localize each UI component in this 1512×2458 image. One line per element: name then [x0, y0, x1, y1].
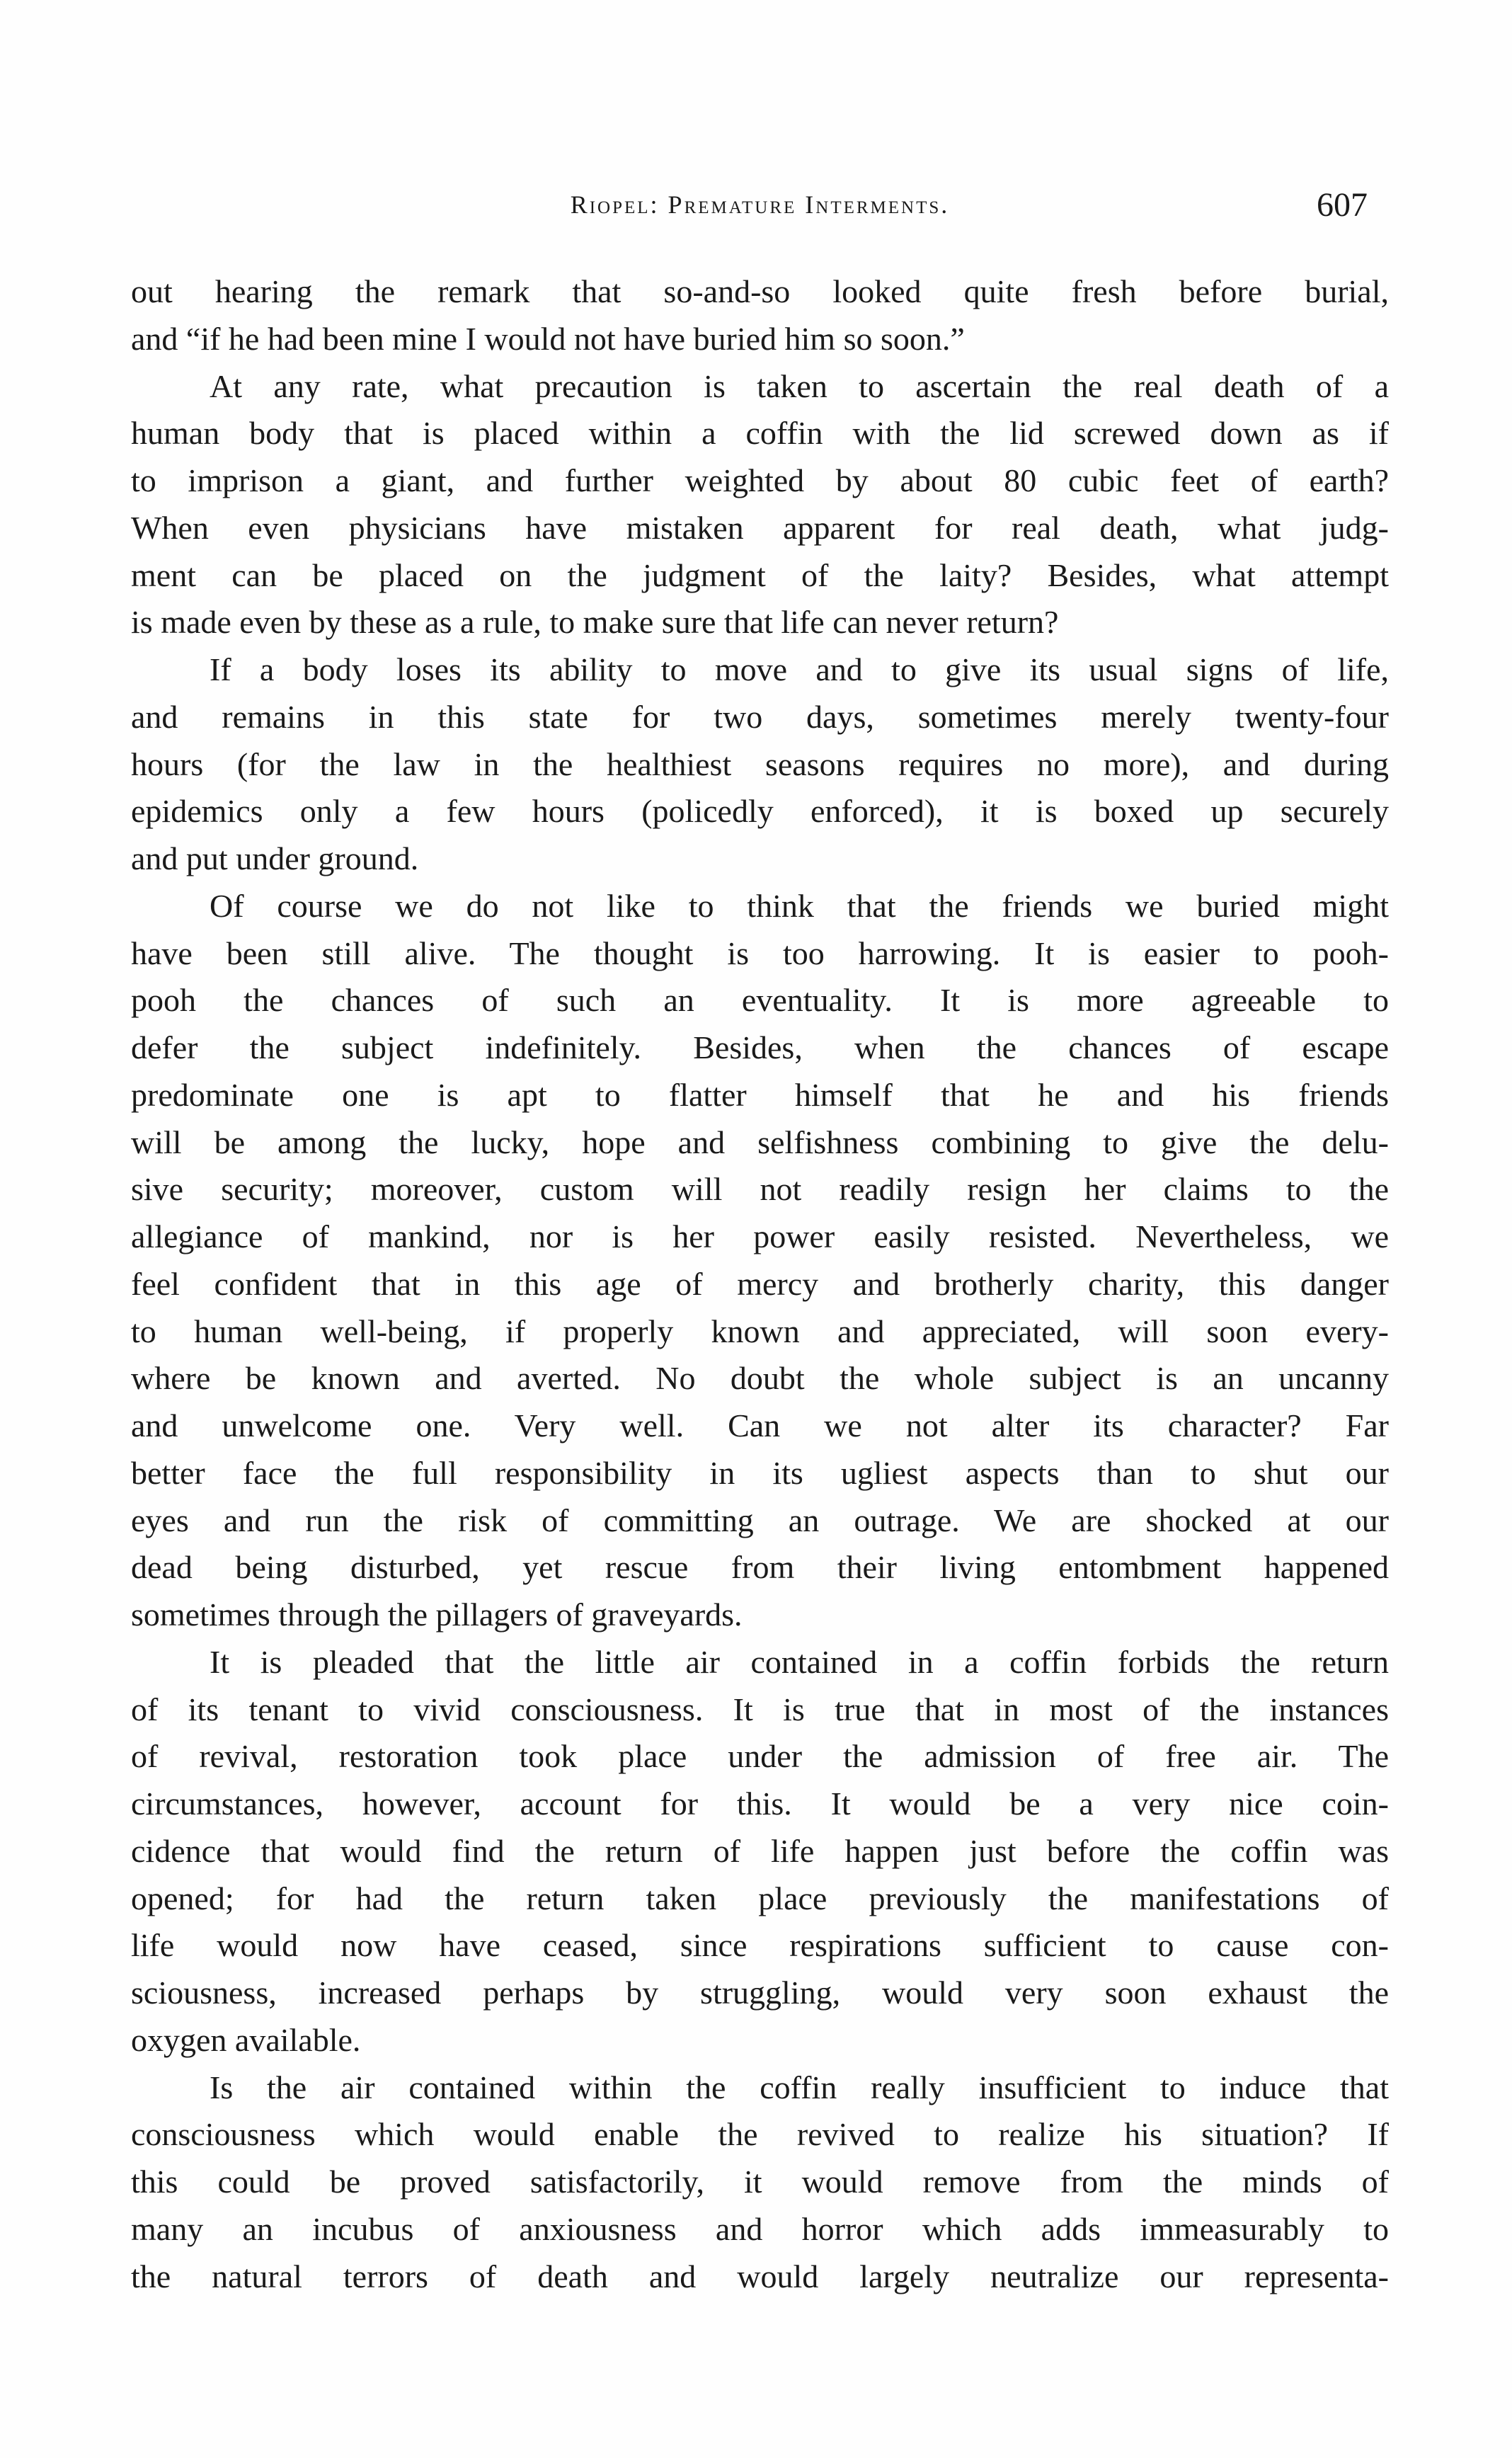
text-line: Of course we do not like to think that the friends we buried might	[210, 887, 1389, 924]
paragraph	[131, 646, 1389, 883]
text-line: and “if he had been mine I would not have buried him so soon.”	[131, 320, 965, 357]
paragraph	[131, 1639, 1389, 2064]
text-line: to imprison a giant, and further weighted by about 80 cubic feet of earth?	[131, 462, 1389, 498]
text-line: human body that is placed within a coffin with the lid screwed down as if	[131, 415, 1389, 452]
text-line: to human well-being, if properly known and appreciated, will soon every-	[131, 1313, 1389, 1349]
running-title: Riopel: Premature Interments.	[570, 190, 950, 219]
text-line: and unwelcome one. Very well. Can we not alter its character? Far	[131, 1407, 1389, 1444]
text-line: sciousness, increased perhaps by struggling, would very soon exhaust the	[131, 1974, 1389, 2011]
text-line: this could be proved satisfactorily, it would remove from the minds of	[131, 2163, 1389, 2200]
text-line: of revival, restoration took place under the admission of free air. The	[131, 1738, 1389, 1775]
text-line: cidence that would find the return of life happen just before the coffin was	[131, 1832, 1389, 1869]
paragraph	[131, 363, 1389, 647]
text-line: life would now have ceased, since respirations sufficient to cause con-	[131, 1927, 1389, 1964]
text-line: will be among the lucky, hope and selfishness combining to give the delu-	[131, 1124, 1389, 1160]
text-line: allegiance of mankind, nor is her power easily resisted. Nevertheless, we	[131, 1218, 1389, 1254]
paragraph	[131, 268, 1389, 363]
text-line: ment can be placed on the judgment of the laity? Besides, what attempt	[131, 556, 1389, 593]
text-line: many an incubus of anxiousness and horror which adds immeasurably to	[131, 2210, 1389, 2247]
text-line: pooh the chances of such an eventuality. It is more agreeable to	[131, 982, 1389, 1019]
text-line: have been still alive. The thought is too harrowing. It is easier to pooh-	[131, 934, 1389, 971]
text-line: and put under ground.	[131, 840, 419, 876]
text-line: It is pleaded that the little air contained in a coffin forbids the return	[210, 1643, 1389, 1680]
text-line: dead being disturbed, yet rescue from their living entombment happened	[131, 1549, 1389, 1586]
text-line: and remains in this state for two days, sometimes merely twenty-four	[131, 698, 1389, 735]
body-text	[131, 268, 1389, 2300]
text-line: sive security; moreover, custom will not readily resign her claims to the	[131, 1171, 1389, 1208]
text-line: where be known and averted. No doubt the whole subject is an uncanny	[131, 1360, 1389, 1397]
text-line: Is the air contained within the coffin really insufficient to induce that	[210, 2069, 1389, 2105]
text-line: of its tenant to vivid consciousness. It is true that in most of the instances	[131, 1691, 1389, 1727]
text-line: epidemics only a few hours (policedly enforced), it is boxed up securely	[131, 793, 1389, 830]
paragraph	[131, 2064, 1389, 2301]
text-line: opened; for had the return taken place previously the manifestations of	[131, 1880, 1389, 1916]
text-line: the natural terrors of death and would largely neutralize our representa-	[131, 2258, 1389, 2294]
text-line: When even physicians have mistaken apparent for real death, what judg-	[131, 509, 1389, 546]
text-line: oxygen available.	[131, 2021, 361, 2058]
text-line: feel confident that in this age of mercy and brotherly charity, this danger	[131, 1265, 1389, 1302]
paragraph	[131, 883, 1389, 1639]
text-line: eyes and run the risk of committing an outrage. We are shocked at our	[131, 1502, 1389, 1538]
running-head	[131, 185, 1389, 228]
text-line: sometimes through the pillagers of graveyards.	[131, 1596, 743, 1633]
text-line: consciousness which would enable the revived to realize his situation? If	[131, 2116, 1389, 2153]
text-line: At any rate, what precaution is taken to ascertain the real death of a	[210, 367, 1389, 404]
page-number: 607	[1317, 186, 1368, 224]
text-line: hours (for the law in the healthiest seasons requires no more), and during	[131, 745, 1389, 782]
text-line: defer the subject indefinitely. Besides, when the chances of escape	[131, 1029, 1389, 1065]
text-line: If a body loses its ability to move and to give its usual signs of life,	[210, 651, 1389, 687]
text-line: predominate one is apt to flatter himself that he and his friends	[131, 1076, 1389, 1113]
text-line: circumstances, however, account for this. It would be a very nice coin-	[131, 1785, 1389, 1822]
text-line: is made even by these as a rule, to make sure that life can never return?	[131, 604, 1059, 641]
text-line: better face the full responsibility in its ugliest aspects than to shut our	[131, 1454, 1389, 1491]
text-line: out hearing the remark that so-and-so looked quite fresh before burial,	[131, 273, 1389, 309]
